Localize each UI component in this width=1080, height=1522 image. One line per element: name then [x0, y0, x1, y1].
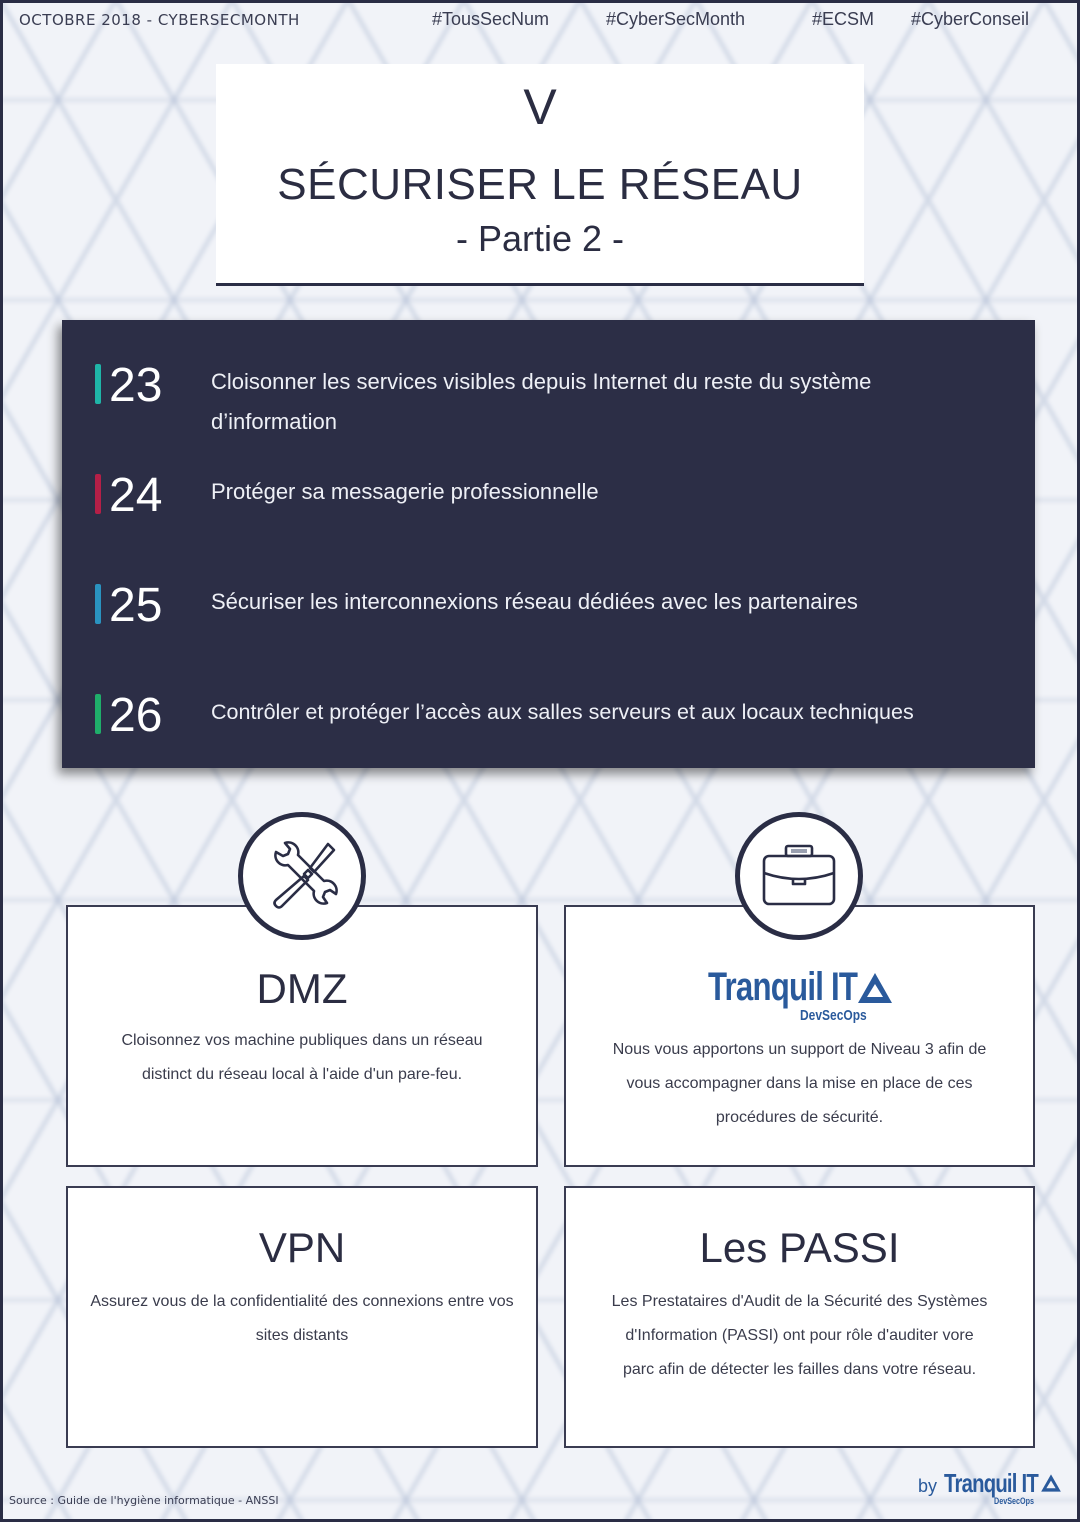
footer-brand-logo — [918, 1468, 1068, 1508]
rule-text: Sécuriser les interconnexions réseau dédiées avec les partenaires — [211, 589, 858, 614]
briefcase-icon — [760, 843, 838, 909]
rule-number: 24 — [109, 469, 163, 522]
event-label: OCTOBRE 2018 - CYBERSECMONTH — [19, 11, 300, 29]
title-box — [216, 64, 864, 286]
rule-number: 25 — [109, 579, 163, 632]
rule-text: Cloisonner les services visibles depuis Internet du reste du système d’information — [211, 369, 872, 434]
hashtag-cyberconseil: #CyberConseil — [911, 9, 1030, 29]
tools-icon — [262, 836, 342, 916]
rule-text: Contrôler et protéger l’accès aux salles serveurs et aux locaux techniques — [211, 700, 914, 724]
rule-number: 26 — [109, 689, 163, 742]
page-subtitle: - Partie 2 - — [455, 218, 625, 259]
rules-panel — [62, 320, 1035, 768]
card-heading: DMZ — [256, 965, 348, 1012]
logo-tagline: DevSecOps — [800, 1007, 867, 1024]
accent-bar — [95, 584, 101, 624]
card-heading: VPN — [258, 1224, 346, 1271]
by-label: by — [918, 1476, 938, 1496]
card-body: Nous vous apportons un support de Niveau 3 afin de vous accompagner dans la mise en place de ces procédures de sécurité. — [612, 1041, 987, 1126]
logo-triangle-icon — [856, 971, 894, 1005]
briefcase-icon-badge — [735, 812, 863, 940]
card-dmz — [66, 905, 538, 1167]
section-numeral: V — [523, 79, 557, 135]
top-bar — [0, 6, 1080, 36]
rule-text: Protéger sa messagerie professionnelle — [211, 479, 599, 504]
card-passi — [564, 1186, 1035, 1448]
hashtag-cybersecmonth: #CyberSecMonth — [606, 9, 746, 29]
accent-bar — [95, 474, 101, 514]
accent-bar — [95, 364, 101, 404]
hashtag-ecsm: #ECSM — [812, 9, 875, 29]
tools-icon-badge — [238, 812, 366, 940]
logo-name: Tranquil IT — [944, 1468, 1038, 1498]
card-body: Assurez vous de la confidentialité des connexions entre vos sites distants — [90, 1293, 514, 1344]
logo-triangle-icon — [1040, 1473, 1062, 1493]
source-citation: Source : Guide de l'hygiène informatique - ANSSI — [9, 1494, 279, 1507]
card-body: Les Prestataires d'Audit de la Sécurité des Systèmes d'Information (PASSI) ont pour rôle d'auditer vore parc afin de détecter les failles dans votre réseau. — [611, 1293, 988, 1378]
card-tranquil-it — [564, 905, 1035, 1167]
rule-number: 23 — [109, 359, 163, 412]
accent-bar — [95, 694, 101, 734]
tranquil-it-logo — [704, 965, 904, 1025]
hashtag-toussecnum: #TousSecNum — [432, 9, 550, 29]
logo-tagline: DevSecOps — [994, 1496, 1035, 1506]
card-vpn — [66, 1186, 538, 1448]
card-heading: Les PASSI — [699, 1224, 900, 1271]
logo-name: Tranquil IT — [708, 965, 858, 1009]
page-title: SÉCURISER LE RÉSEAU — [277, 160, 803, 209]
card-body: Cloisonnez vos machine publiques dans un réseau distinct du réseau local à l'aide d'un pare-feu. — [121, 1032, 483, 1083]
